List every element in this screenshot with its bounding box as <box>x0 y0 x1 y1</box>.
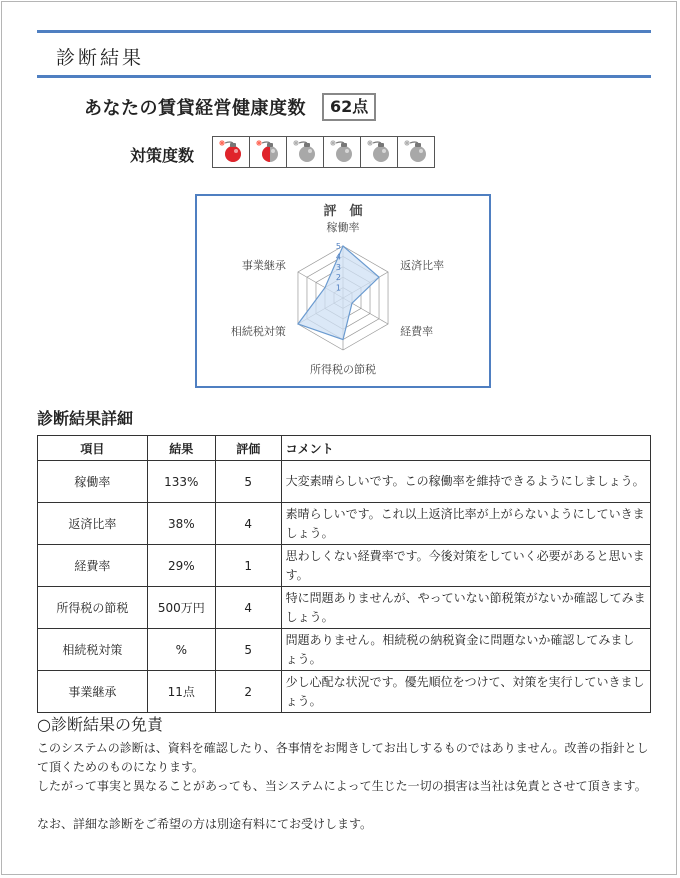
bomb-rating-cell <box>213 137 250 167</box>
row-rating: 4 <box>215 503 281 545</box>
axis-label: 経費率 <box>400 325 434 338</box>
header-item: 項目 <box>38 436 148 461</box>
bomb-rating-cell <box>361 137 398 167</box>
axis-label: 稼働率 <box>326 221 360 234</box>
details-heading: 診断結果詳細 <box>37 409 134 428</box>
row-rating: 5 <box>215 461 281 503</box>
bomb-icon <box>253 139 283 165</box>
disclaimer-paragraph: このシステムの診断は、資料を確認したり、各事情をお聞きしてお出しするものではありません。改善の指針として頂くためのものになります。 <box>37 741 649 774</box>
row-item: 稼働率 <box>38 461 148 503</box>
row-comment: 問題ありません。相続税の納税資金に問題ないか確認してみましょう。 <box>281 629 650 671</box>
row-result: 38% <box>147 503 215 545</box>
health-score-row <box>84 93 376 121</box>
bomb-icon <box>401 139 431 165</box>
chart-title: 評 価 <box>323 204 363 219</box>
disclaimer-paragraph: したがって事実と異なることがあっても、当システムによって生じた一切の損害は当社は免責とさせて頂きます。 <box>37 779 647 793</box>
row-comment: 少し心配な状況です。優先順位をつけて、対策を実行していきましょう。 <box>281 671 650 713</box>
tick-label: 2 <box>335 273 341 283</box>
bomb-rating-cell <box>398 137 434 167</box>
row-comment: 思わしくない経費率です。今後対策をしていく必要があると思います。 <box>281 545 650 587</box>
row-comment: 特に問題ありませんが、やっていない節税策がないか確認してみましょう。 <box>281 587 650 629</box>
table-row <box>38 587 651 629</box>
bomb-rating-cell <box>324 137 361 167</box>
health-score-label: あなたの賃貸経営健康度数 <box>84 98 306 119</box>
table-row <box>38 545 651 587</box>
measures-row <box>130 140 435 168</box>
title-rule-top <box>37 30 651 33</box>
row-result: 500万円 <box>147 587 215 629</box>
header-comment: コメント <box>281 436 650 461</box>
table-row <box>38 671 651 713</box>
radar-chart-panel <box>195 194 491 388</box>
header-result: 結果 <box>147 436 215 461</box>
row-result: % <box>147 629 215 671</box>
details-table <box>37 435 651 713</box>
bomb-icon <box>290 139 320 165</box>
table-header-row <box>38 436 651 461</box>
measures-label: 対策度数 <box>130 145 195 165</box>
row-rating: 1 <box>215 545 281 587</box>
tick-label: 4 <box>335 252 341 262</box>
bomb-rating-cell <box>250 137 287 167</box>
table-row <box>38 629 651 671</box>
row-item: 所得税の節税 <box>38 587 148 629</box>
tick-label: 5 <box>335 242 341 251</box>
disclaimer-heading: ○診断結果の免責 <box>37 715 163 734</box>
table-row <box>38 461 651 503</box>
row-comment: 大変素晴らしいです。この稼働率を維持できるようにしましょう。 <box>281 461 650 503</box>
row-rating: 4 <box>215 587 281 629</box>
row-rating: 5 <box>215 629 281 671</box>
row-comment: 素晴らしいです。これ以上返済比率が上がらないようにしていきましょう。 <box>281 503 650 545</box>
measures-rating <box>212 136 435 168</box>
bomb-rating-cell <box>287 137 324 167</box>
bomb-icon <box>216 139 246 165</box>
bomb-icon <box>364 139 394 165</box>
row-item: 経費率 <box>38 545 148 587</box>
row-item: 相続税対策 <box>38 629 148 671</box>
tick-label: 3 <box>335 262 341 272</box>
row-rating: 2 <box>215 671 281 713</box>
axis-label: 事業継承 <box>241 259 286 272</box>
axis-label: 相続税対策 <box>230 325 286 338</box>
row-result: 133% <box>147 461 215 503</box>
axis-label: 所得税の節税 <box>310 363 376 376</box>
title-rule-bottom <box>37 75 651 78</box>
page-title: 診断結果 <box>56 47 145 69</box>
radar-chart <box>197 196 489 386</box>
header-rating: 評価 <box>215 436 281 461</box>
tick-label: 1 <box>335 283 341 293</box>
bomb-icon <box>327 139 357 165</box>
row-result: 11点 <box>147 671 215 713</box>
row-item: 事業継承 <box>38 671 148 713</box>
health-score-value: 62点 <box>322 93 376 121</box>
axis-label: 返済比率 <box>400 259 445 272</box>
table-row <box>38 503 651 545</box>
row-item: 返済比率 <box>38 503 148 545</box>
row-result: 29% <box>147 545 215 587</box>
disclaimer-paragraph: なお、詳細な診断をご希望の方は別途有料にてお受けします。 <box>37 817 373 831</box>
